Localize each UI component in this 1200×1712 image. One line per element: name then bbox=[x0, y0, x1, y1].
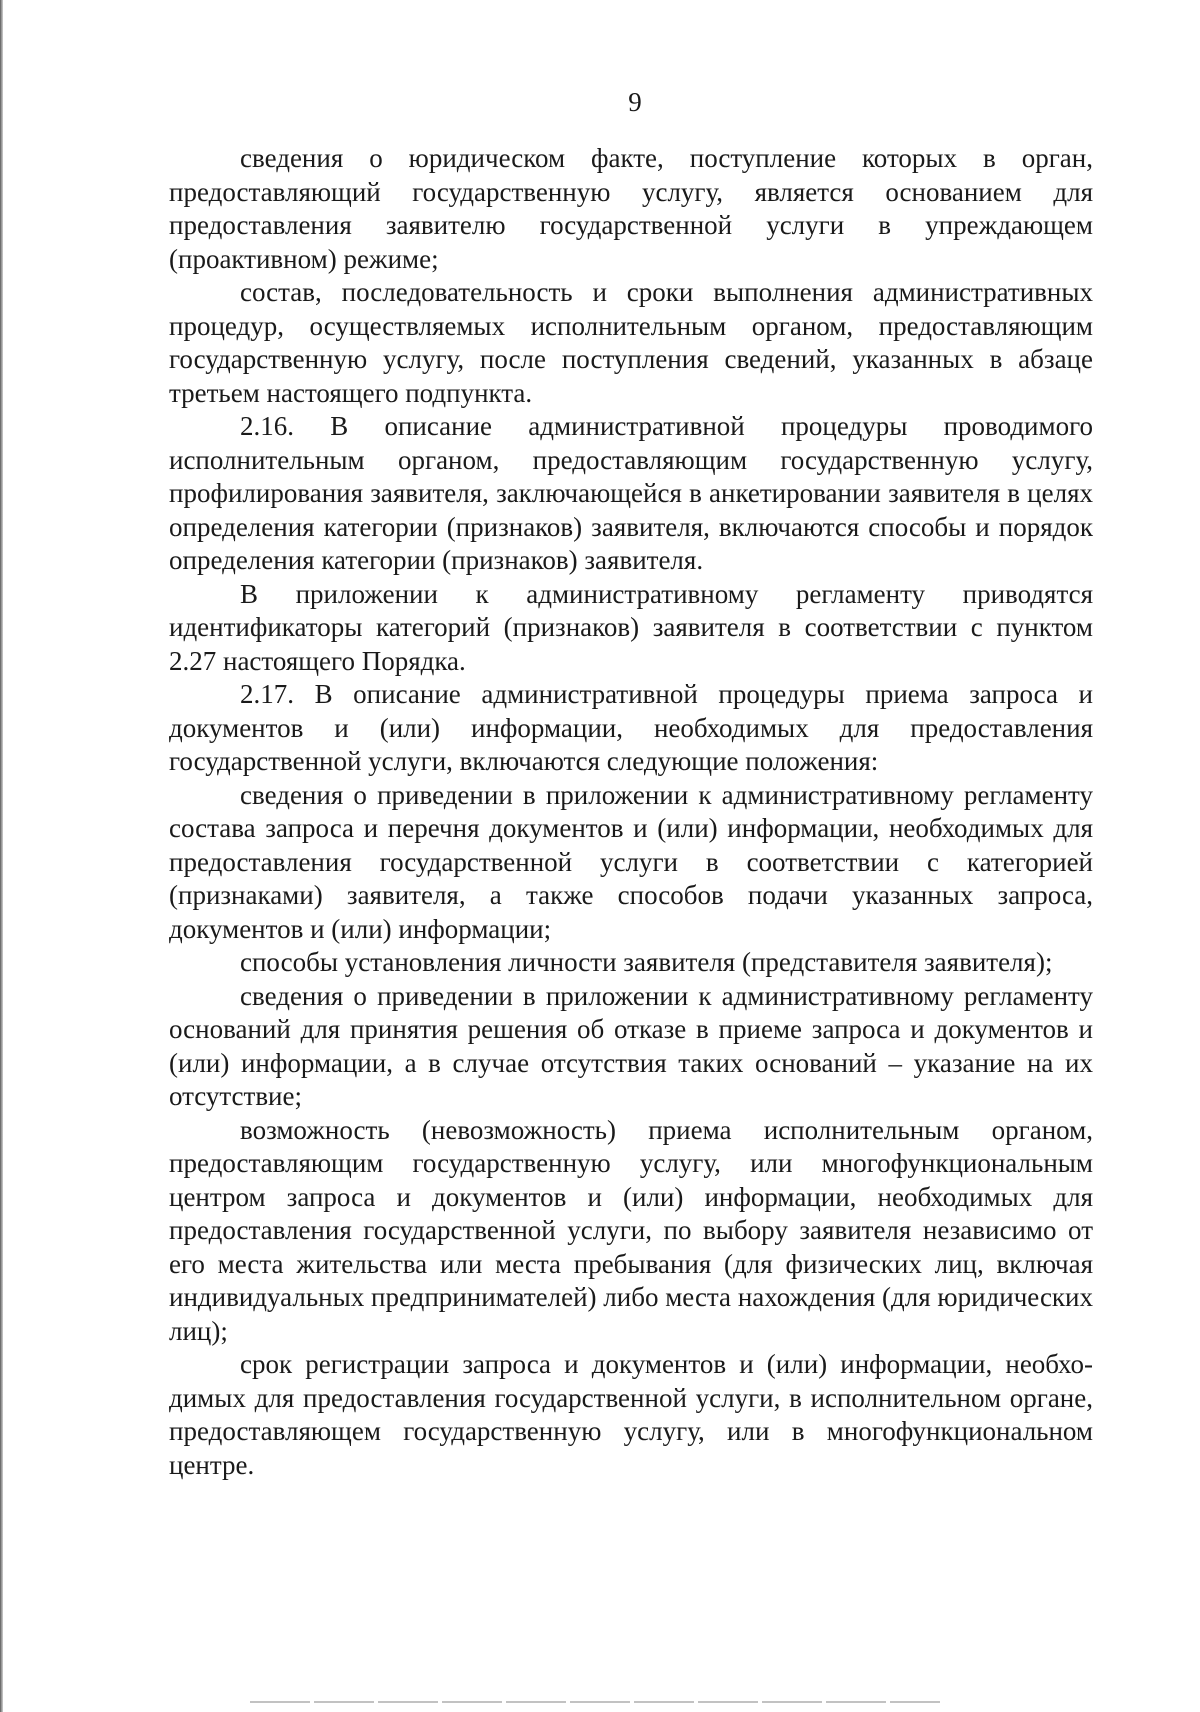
paragraph-extraterritorial-intake: возможность (невозможность) приема исполнительным органом, предоставляющим государственную услугу, или многофункциональным центром запроса и документов и (или) информации, необходимых для предоставления государственной услуги, по выбору заявителя независимо от его места жительства или места пребывания (для физических лиц, включая индивидуальных предпринимателей) либо места нахождения (для юридических лиц); bbox=[169, 1114, 1093, 1346]
paragraph-request-composition: сведения о приведении в приложении к административному регламенту состава запроса и перечня документов и (или) информации, необходимых для предоставления государственной услуги в соответствии с категорией (признаками) заявителя, а также способов подачи указанных запроса, документов и (или) информации; bbox=[169, 779, 1093, 944]
paragraph-registration-term: срок регистрации запроса и документов и (или) информации, необходимых для предоставления государственной услуги, в исполнительном органе, предоставляющем государственную услугу, или в многофункциональном центре. bbox=[169, 1349, 1093, 1480]
scan-edge-shadow bbox=[0, 0, 3, 1712]
paragraph-2-16-profiling: 2.16. В описание административной процедуры проводимого исполнительным органом, предоставляющим государственную услугу, профилирования заявителя, заключающейся в анкетировании заявителя в целях определения категории (признаков) заявителя, включаются способы и порядок определения категории (признаков) заявителя. bbox=[169, 411, 1093, 575]
paragraph-procedure-composition: состав, последовательность и сроки выполнения административных процедур, осуществляемых исполнительным органом, предоставляющим государственную услугу, после поступления сведений, указанных в абзаце третьем настоящего подпункта. bbox=[169, 277, 1093, 408]
paragraph-2-17-request-intake: 2.17. В описание административной процедуры приема запроса и документов и (или) информации, необходимых для предоставления государственной услуги, включаются следующие положения: bbox=[169, 679, 1093, 776]
page-number: 9 bbox=[628, 87, 642, 117]
paragraph-refusal-grounds: сведения о приведении в приложении к административному регламенту оснований для принятия решения об отказе в приеме запроса и документов и (или) информации, а в случае отсутствия таких оснований – указание на их отсутствие; bbox=[169, 980, 1093, 1111]
paragraph-identity-methods: способы установления личности заявителя (представителя заявителя); bbox=[240, 947, 1053, 977]
paragraph-legal-fact-info: сведения о юридическом факте, поступление которых в орган, предоставляющий государственную услугу, является основанием для предоставления заявителю государственной услуги в упреждающем (проактивном) режиме; bbox=[169, 143, 1093, 274]
paragraph-appendix-identifiers: В приложении к административному регламенту приводятся идентификаторы категорий (признаков) заявителя в соответствии с пунктом 2.27 настоящего Порядка. bbox=[169, 578, 1093, 676]
bottom-scan-rule bbox=[250, 1701, 940, 1703]
document-body bbox=[169, 142, 1093, 1482]
